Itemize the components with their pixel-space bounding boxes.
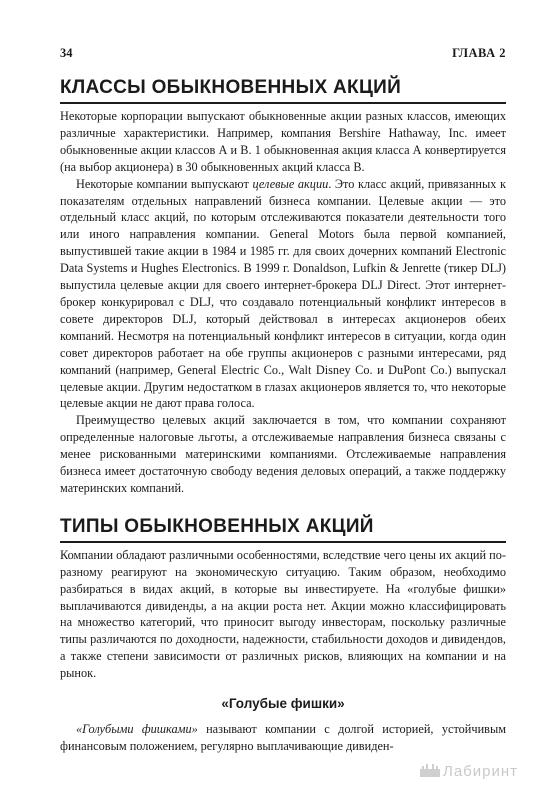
chapter-label: ГЛАВА 2 <box>452 46 506 60</box>
subsection-heading: «Голубые фишки» <box>221 696 345 712</box>
heading-rule <box>60 102 506 104</box>
section-heading: ТИПЫ ОБЫКНОВЕННЫХ АКЦИЙ <box>60 515 374 537</box>
castle-icon <box>419 763 441 777</box>
heading-rule <box>60 541 506 543</box>
publisher-watermark <box>419 763 518 780</box>
paragraph: Компании обладают различными особенностями, вследствие чего цены их акций по-разному реагируют на экономическую ситуацию. Таким образом, необходимо разбираться в видах акций, в которые вы инвестируете. На «голубые фишки» выплачиваются дивиденды, а на акции роста нет. Акции можно классифицировать на множество категорий, что приносит выгоду инвесторам, поскольку различные типы различаются по доходности, надежности, стабильности доходов и дивидендов, а также степени зависимости от различных рисков, влияющих на компании и на рынок. <box>60 547 506 681</box>
section-heading: КЛАССЫ ОБЫКНОВЕННЫХ АКЦИЙ <box>60 77 402 98</box>
paragraph: Некоторые корпорации выпускают обыкновенные акции разных классов, имеющих различные характеристики. Например, компания Bershire Hathaway, Inc. имеет обыкновенные акции классов А и В. 1 обыкновенная акция класса А конвертируется (на выбор акционера) в 30 обыкновенных акций класса В. <box>60 109 506 174</box>
page-number: 34 <box>60 46 73 60</box>
watermark-text: Лабиринт <box>442 763 518 780</box>
paragraph: Преимущество целевых акций заключается в том, что компании сохраняют определенные налоговые льготы, а отслеживаемые направления бизнеса связаны с менее рискованными материнскими компаниями. Отслеживаемые направления бизнеса имеет достаточную свободу ведения деловых операций, а также поддержку материнских компаний. <box>60 413 506 495</box>
text-column <box>60 68 506 755</box>
paragraph: Некоторые компании выпускают целевые акции. Это класс акций, привязанных к показателям отдельных направлений бизнеса компании. Целевые акции — это отдельный класс акций, по которым отслеживаются показатели деятельности того или иного направления компании. General Motors была первой компанией, выпустившей такие акции в 1984 и 1985 гг. для своих дочерних компаний Electronic Data Systems и Hughes Electronics. В 1999 г. Donaldson, Lufkin & Jenrette (тикер DLJ) выпустила целевые акции для своего интернет-брокера DLJ Direct. Этот интернет-брокер конкурировал с DLJ, что создавало потенциальный конфликт интересов в совете директоров DLJ, который действовал в интересах акционеров обеих компаний. Несмотря на потенциальный конфликт интересов в ситуации, когда один совет директоров работает на обе группы акционеров с разными интересами, ряд компаний (например, General Electric Co., Walt Disney Co. и DuPont Co.) выпускал целевые акции. Другим недостатком в глазах акционеров является то, что некоторые целевые акции не дают права голоса. <box>60 176 506 411</box>
paragraph: «Голубыми фишками» называют компании с долгой историей, устойчивым финансовым положением, регулярно выплачивающие дивиден- <box>60 722 506 753</box>
emphasis-term: «Голубыми фишками» <box>76 722 198 737</box>
emphasis-term: целевые акции <box>252 176 329 191</box>
